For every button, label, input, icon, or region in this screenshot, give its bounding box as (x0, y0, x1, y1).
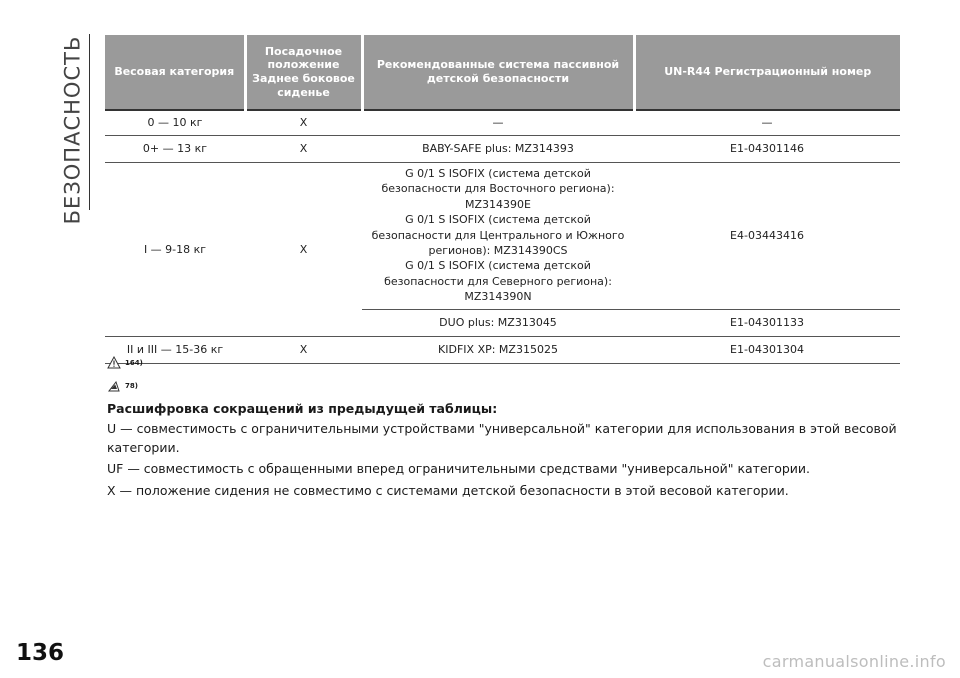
isofix-line: безопасности для Центрального и Южного (371, 228, 625, 242)
header-recommended-systems: Рекомендованные система пассивной детской безопасности (362, 35, 634, 110)
isofix-line: безопасности для Северного региона): (384, 274, 612, 288)
isofix-line: MZ314390N (464, 290, 532, 304)
isofix-line: регионов): MZ314390CS (428, 243, 568, 257)
warning-ref-text: 164) (125, 358, 143, 367)
section-divider (89, 34, 90, 210)
page-number: 136 (16, 640, 65, 666)
section-title-text: БЕЗОПАСНОСТЬ (60, 35, 84, 225)
cell-weight: 0 — 10 кг (147, 116, 203, 130)
isofix-line: G 0/1 S ISOFIX (система детской (405, 213, 591, 227)
cell-registration: E1-04301146 (634, 136, 900, 163)
cell-registration: E4-03443416 (634, 163, 900, 310)
caution-icon (107, 379, 121, 392)
cell-system: KIDFIX XP: MZ315025 (362, 336, 634, 363)
cell-position: X (245, 136, 362, 163)
cell-weight: I — 9-18 кг (105, 163, 245, 337)
legend-u: U — совместимость с ограничительными устройствами "универсальной" категории для использования в этой весовой категории. (107, 420, 897, 455)
isofix-line: G 0/1 S ISOFIX (система детской (405, 259, 591, 273)
cell-position: X (245, 163, 362, 337)
warning-reference-2 (107, 379, 138, 392)
table-row (105, 336, 900, 363)
warning-reference-1 (107, 356, 143, 369)
legend-x: X — положение сидения не совместимо с системами детской безопасности в этой весовой категории. (107, 483, 789, 498)
warning-triangle-icon (107, 356, 121, 369)
cell-system-isofix (362, 163, 634, 310)
header-registration-number: UN-R44 Регистрационный номер (634, 35, 900, 110)
cell-registration: E1-04301304 (634, 336, 900, 363)
cell-registration: — (761, 116, 773, 130)
table-row (105, 110, 900, 136)
cell-weight: 0+ — 13 кг (105, 136, 245, 163)
header-seat-position: Посадочное положение Заднее боковое сиденье (245, 35, 362, 110)
isofix-line: MZ314390E (465, 197, 531, 211)
cell-position: X (245, 336, 362, 363)
cell-system: DUO plus: MZ313045 (362, 309, 634, 336)
cell-system: BABY-SAFE plus: MZ314393 (362, 136, 634, 163)
header-weight-category: Весовая категория (105, 35, 245, 110)
section-title-vertical (52, 35, 92, 225)
watermark-text: carmanualsonline.info (762, 652, 946, 671)
table-row (105, 136, 900, 163)
child-seat-table (105, 35, 900, 364)
cell-registration: E1-04301133 (634, 309, 900, 336)
abbreviations-legend (107, 400, 897, 504)
legend-heading: Расшифровка сокращений из предыдущей таблицы: (107, 401, 498, 416)
table-row (105, 163, 900, 310)
cell-weight: II и III — 15-36 кг (105, 336, 245, 363)
legend-uf: UF — совместимость с обращенными вперед ограничительными средствами "универсальной" категории. (107, 461, 811, 477)
cell-system: — (492, 116, 504, 130)
isofix-line: G 0/1 S ISOFIX (система детской (405, 167, 591, 180)
warning-ref-text: 78) (125, 381, 138, 390)
isofix-line: безопасности для Восточного региона): (381, 182, 615, 196)
cell-position: X (299, 116, 308, 130)
table-header-row (105, 35, 900, 110)
